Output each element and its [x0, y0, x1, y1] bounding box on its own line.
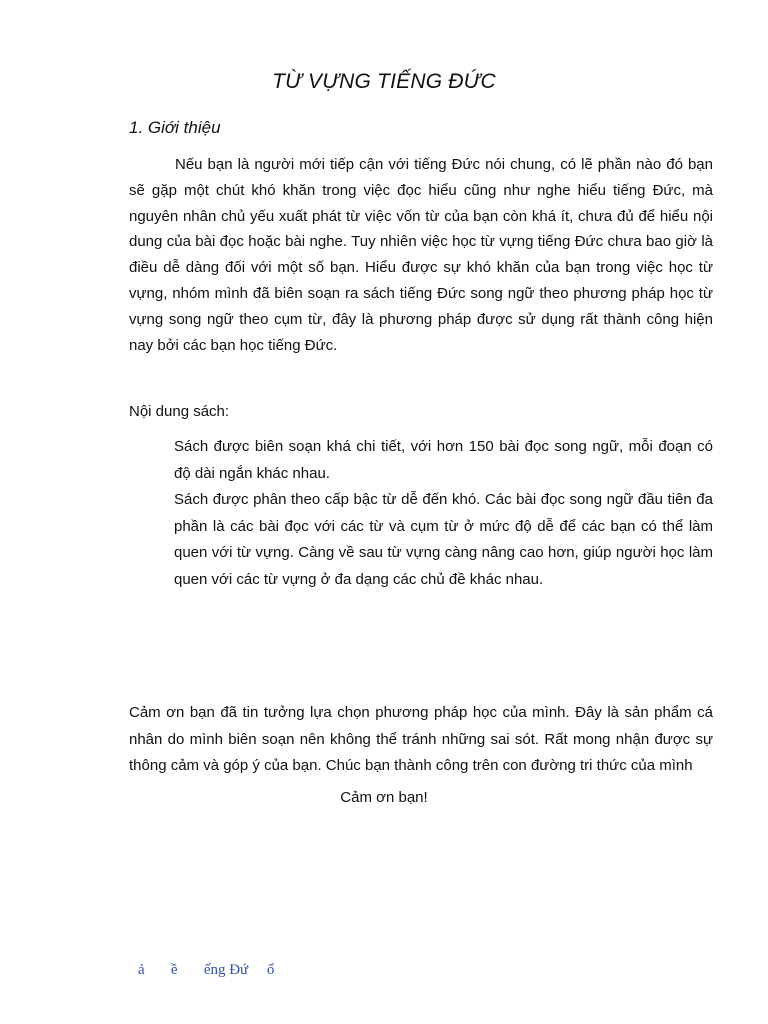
page-title: TỪ VỰNG TIẾNG ĐỨC: [272, 70, 496, 93]
signoff: Cảm ơn bạn!: [340, 789, 428, 806]
list-item: Sách được biên soạn khá chi tiết, với hơn 150 bài đọc song ngữ, mỗi đoạn có độ dài ngắn khác nhau.: [174, 438, 713, 482]
thanks-paragraph: Cảm ơn bạn đã tin tưởng lựa chọn phương pháp học của mình. Đây là sản phẩm cá nhân do mình biên soạn nên không thể tránh những sai sót. Rất mong nhận được sự thông cảm và góp ý của bạn. Chúc bạn thành công trên con đường tri thức của mình: [129, 704, 713, 774]
section-heading: 1. Giới thiệu: [129, 118, 221, 137]
intro-paragraph: Nếu bạn là người mới tiếp cận với tiếng Đức nói chung, có lẽ phần nào đó bạn sẽ gặp một chút khó khăn trong việc đọc hiểu cũng như nghe hiểu tiếng Đức, mà nguyên nhân chủ yếu xuất phát từ việc vốn từ của bạn còn khá ít, chưa đủ để hiểu nội dung của bài đọc hoặc bài nghe. Tuy nhiên việc học từ vựng tiếng Đức chưa bao giờ là điều dễ dàng đối với một số bạn. Hiểu được sự khó khăn của bạn trong việc học từ vựng, nhóm mình đã biên soạn ra sách tiếng Đức song ngữ theo phương pháp học từ vựng song ngữ theo cụm từ, đây là phương pháp được sử dụng rất thành công hiện nay bởi các bạn học tiếng Đức.: [129, 156, 713, 354]
content-list: [174, 434, 713, 593]
footer-link[interactable]: ả ề ếng Đứ ổ: [138, 962, 275, 978]
list-item: Sách được phân theo cấp bậc từ dễ đến khó. Các bài đọc song ngữ đầu tiên đa phần là các bài đọc với các từ và cụm từ ở mức độ dễ để các bạn có thể làm quen với từ vựng. Càng về sau từ vựng càng nâng cao hơn, giúp người học làm quen với các từ vựng ở đa dạng các chủ đề khác nhau.: [174, 491, 713, 588]
content-label: Nội dung sách:: [129, 403, 230, 420]
